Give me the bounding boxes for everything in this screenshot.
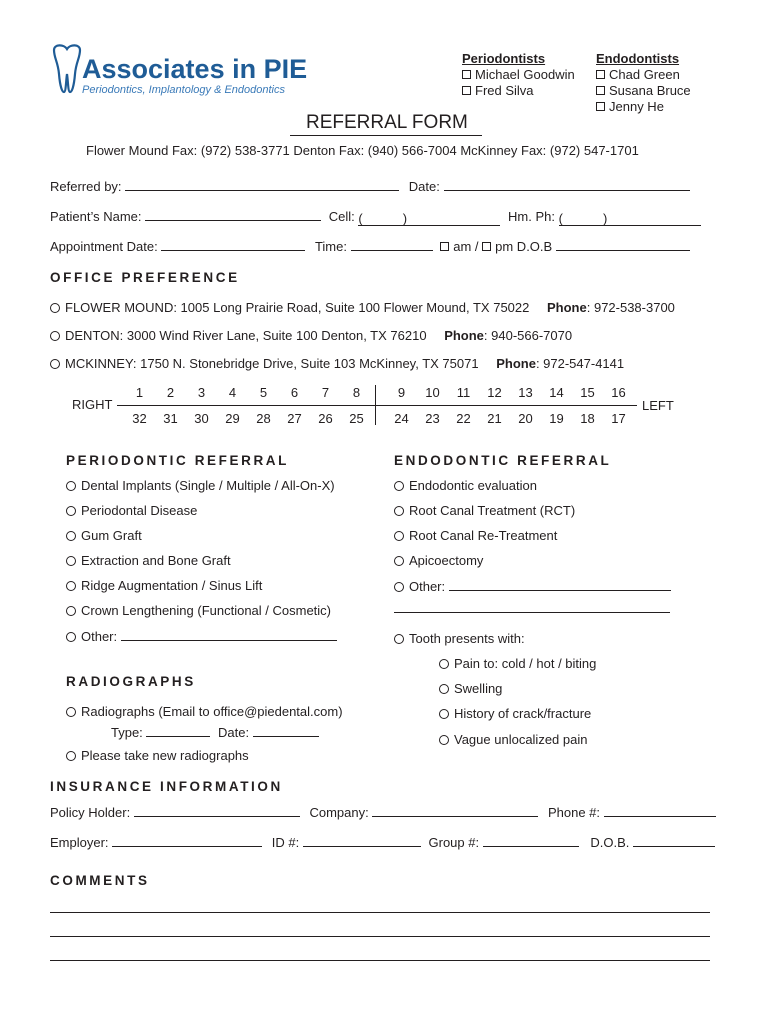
office-preference-heading: OFFICE PREFERENCE — [50, 270, 240, 285]
insurance-dob-label: D.O.B. — [590, 835, 630, 850]
checkbox-icon — [596, 86, 605, 95]
tooth-9[interactable]: 9 — [397, 385, 406, 400]
left-label: LEFT — [642, 398, 674, 413]
tooth-18[interactable]: 18 — [580, 411, 595, 426]
doctor-option-goodwin[interactable]: Michael Goodwin — [462, 67, 575, 82]
radiograph-type-row — [111, 724, 319, 740]
tooth-12[interactable]: 12 — [487, 385, 502, 400]
endo-option-retreatment[interactable]: Root Canal Re-Treatment — [394, 528, 557, 543]
radiograph-email-option[interactable]: Radiographs (Email to office@piedental.com) — [66, 704, 343, 719]
tooth-23[interactable]: 23 — [425, 411, 440, 426]
tooth-28[interactable]: 28 — [256, 411, 271, 426]
tooth-1[interactable]: 1 — [135, 385, 144, 400]
date-field[interactable] — [444, 178, 690, 191]
cell-field[interactable]: ( ) — [358, 211, 500, 226]
endo-option-rct[interactable]: Root Canal Treatment (RCT) — [394, 503, 575, 518]
tooth-26[interactable]: 26 — [318, 411, 333, 426]
chart-vertical-line — [375, 385, 376, 425]
perio-option-implants[interactable]: Dental Implants (Single / Multiple / All-On-X) — [66, 478, 335, 493]
policy-holder-field[interactable] — [134, 804, 300, 817]
radio-icon — [50, 303, 60, 313]
perio-option-crown[interactable]: Crown Lengthening (Functional / Cosmetic) — [66, 603, 331, 618]
office-option-mckinney[interactable]: MCKINNEY: 1750 N. Stonebridge Drive, Suite 103 McKinney, TX 75071 Phone: 972-547-4141 — [50, 356, 624, 371]
comments-line-3[interactable] — [50, 960, 710, 961]
pm-dob-label: pm D.O.B — [495, 239, 553, 254]
patient-name-label: Patient’s Name: — [50, 209, 142, 224]
dob-field[interactable] — [556, 238, 690, 251]
checkbox-icon — [596, 102, 605, 111]
employer-label: Employer: — [50, 835, 109, 850]
logo-name: Associates in PIE — [82, 54, 308, 84]
referred-by-label: Referred by: — [50, 179, 122, 194]
employer-field[interactable] — [112, 834, 262, 847]
radio-icon — [66, 751, 76, 761]
appointment-date-label: Appointment Date: — [50, 239, 158, 254]
right-label: RIGHT — [72, 397, 113, 412]
am-label: am / — [453, 239, 479, 254]
tooth-10[interactable]: 10 — [425, 385, 440, 400]
appointment-row — [50, 238, 690, 254]
tooth-16[interactable]: 16 — [611, 385, 626, 400]
symptom-option-pain[interactable]: Pain to: cold / hot / biting — [439, 656, 596, 671]
tooth-6[interactable]: 6 — [290, 385, 299, 400]
radio-icon — [439, 659, 449, 669]
perio-other-field[interactable] — [121, 628, 337, 641]
radio-icon — [66, 506, 76, 516]
tooth-13[interactable]: 13 — [518, 385, 533, 400]
perio-option-disease[interactable]: Periodontal Disease — [66, 503, 197, 518]
radio-icon — [394, 481, 404, 491]
doctor-option-he[interactable]: Jenny He — [596, 99, 664, 114]
radio-icon — [394, 556, 404, 566]
radio-icon — [50, 331, 60, 341]
endo-other-field-line-2[interactable] — [394, 600, 670, 613]
endo-other-field[interactable] — [449, 578, 671, 591]
radiograph-date-label: Date: — [218, 725, 250, 740]
comments-line-2[interactable] — [50, 936, 710, 937]
patient-name-field[interactable] — [145, 208, 321, 221]
tooth-14[interactable]: 14 — [549, 385, 564, 400]
id-field[interactable] — [303, 834, 421, 847]
chart-horizontal-line — [117, 405, 637, 406]
upper-left-teeth — [386, 385, 634, 400]
insurance-phone-field[interactable] — [604, 804, 716, 817]
tooth-27[interactable]: 27 — [287, 411, 302, 426]
tooth-4[interactable]: 4 — [228, 385, 237, 400]
tooth-presents-option[interactable]: Tooth presents with: — [394, 631, 525, 646]
radio-icon — [66, 632, 76, 642]
endo-option-other[interactable]: Other: — [394, 578, 671, 594]
home-phone-label: Hm. Ph: — [508, 209, 556, 224]
cell-label: Cell: — [328, 209, 355, 224]
radio-icon — [66, 606, 76, 616]
radio-icon — [66, 531, 76, 541]
radio-icon — [394, 531, 404, 541]
appointment-date-field[interactable] — [161, 238, 305, 251]
radio-icon — [66, 481, 76, 491]
tooth-8[interactable]: 8 — [352, 385, 361, 400]
pm-checkbox[interactable] — [482, 242, 491, 251]
fax-line: Flower Mound Fax: (972) 538-3771 Denton Fax: (940) 566-7004 McKinney Fax: (972) 547-1701 — [86, 143, 639, 158]
company-label: Company: — [309, 805, 369, 820]
symptom-option-crack[interactable]: History of crack/fracture — [439, 706, 591, 721]
comments-heading: COMMENTS — [50, 873, 150, 888]
tooth-5[interactable]: 5 — [259, 385, 268, 400]
tooth-32[interactable]: 32 — [132, 411, 147, 426]
upper-right-teeth — [124, 385, 372, 400]
group-field[interactable] — [483, 834, 579, 847]
doctor-option-bruce[interactable]: Susana Bruce — [596, 83, 691, 98]
date-label: Date: — [408, 179, 440, 194]
time-label: Time: — [314, 239, 347, 254]
tooth-3[interactable]: 3 — [197, 385, 206, 400]
radiographs-heading: RADIOGRAPHS — [66, 674, 196, 689]
periodontic-referral-heading: PERIODONTIC REFERRAL — [66, 453, 290, 468]
tooth-22[interactable]: 22 — [456, 411, 471, 426]
tooth-21[interactable]: 21 — [487, 411, 502, 426]
perio-option-extraction[interactable]: Extraction and Bone Graft — [66, 553, 231, 568]
insurance-row-1 — [50, 804, 716, 820]
form-title: REFERRAL FORM — [290, 112, 482, 136]
radio-icon — [394, 582, 404, 592]
insurance-heading: INSURANCE INFORMATION — [50, 779, 283, 794]
radio-icon — [66, 707, 76, 717]
endodontists-heading: Endodontists — [596, 51, 680, 66]
company-field[interactable] — [372, 804, 538, 817]
radiograph-type-field[interactable] — [146, 724, 210, 737]
tooth-25[interactable]: 25 — [349, 411, 364, 426]
logo-tagline: Periodontics, Implantology & Endodontics — [82, 84, 286, 96]
checkbox-icon — [462, 70, 471, 79]
referred-by-row — [50, 178, 690, 194]
doctor-option-silva[interactable]: Fred Silva — [462, 83, 534, 98]
tooth-15[interactable]: 15 — [580, 385, 595, 400]
checkbox-icon — [596, 70, 605, 79]
insurance-dob-field[interactable] — [633, 834, 715, 847]
tooth-17[interactable]: 17 — [611, 411, 626, 426]
radio-icon — [439, 709, 449, 719]
tooth-19[interactable]: 19 — [549, 411, 564, 426]
symptom-option-swelling[interactable]: Swelling — [439, 681, 502, 696]
endo-option-evaluation[interactable]: Endodontic evaluation — [394, 478, 537, 493]
referred-by-field[interactable] — [125, 178, 399, 191]
office-option-denton[interactable]: DENTON: 3000 Wind River Lane, Suite 100 Denton, TX 76210 Phone: 940-566-7070 — [50, 328, 572, 343]
time-field[interactable] — [351, 238, 433, 251]
symptom-option-vague-pain[interactable]: Vague unlocalized pain — [439, 732, 587, 747]
radio-icon — [50, 359, 60, 369]
tooth-30[interactable]: 30 — [194, 411, 209, 426]
home-phone-field[interactable]: ( ) — [559, 211, 701, 226]
radio-icon — [439, 735, 449, 745]
radiograph-date-field[interactable] — [253, 724, 319, 737]
patient-row — [50, 208, 701, 226]
comments-line-1[interactable] — [50, 912, 710, 913]
radio-icon — [66, 556, 76, 566]
tooth-11[interactable]: 11 — [456, 385, 471, 400]
tooth-31[interactable]: 31 — [163, 411, 178, 426]
checkbox-icon — [462, 86, 471, 95]
lower-right-teeth — [124, 411, 372, 426]
perio-option-ridge[interactable]: Ridge Augmentation / Sinus Lift — [66, 578, 262, 593]
am-checkbox[interactable] — [440, 242, 449, 251]
radio-icon — [439, 684, 449, 694]
tooth-logo-icon — [50, 44, 84, 96]
insurance-row-2 — [50, 834, 715, 850]
tooth-24[interactable]: 24 — [394, 411, 409, 426]
periodontists-heading: Periodontists — [462, 51, 546, 66]
group-label: Group #: — [428, 835, 480, 850]
radio-icon — [394, 634, 404, 644]
perio-option-gum-graft[interactable]: Gum Graft — [66, 528, 142, 543]
office-option-flower-mound[interactable]: FLOWER MOUND: 1005 Long Prairie Road, Suite 100 Flower Mound, TX 75022 Phone: 972-538-3700 — [50, 300, 675, 315]
tooth-29[interactable]: 29 — [225, 411, 240, 426]
tooth-20[interactable]: 20 — [518, 411, 533, 426]
doctor-option-green[interactable]: Chad Green — [596, 67, 680, 82]
perio-option-other[interactable]: Other: — [66, 628, 337, 644]
tooth-2[interactable]: 2 — [166, 385, 175, 400]
radio-icon — [394, 506, 404, 516]
endodontic-referral-heading: ENDODONTIC REFERRAL — [394, 453, 612, 468]
radiograph-type-label: Type: — [111, 725, 143, 740]
tooth-7[interactable]: 7 — [321, 385, 330, 400]
radio-icon — [66, 581, 76, 591]
new-radiographs-option[interactable]: Please take new radiographs — [66, 748, 249, 763]
insurance-phone-label: Phone #: — [547, 805, 600, 820]
policy-holder-label: Policy Holder: — [50, 805, 131, 820]
lower-left-teeth — [386, 411, 634, 426]
endo-option-apicoectomy[interactable]: Apicoectomy — [394, 553, 483, 568]
id-label: ID #: — [271, 835, 300, 850]
